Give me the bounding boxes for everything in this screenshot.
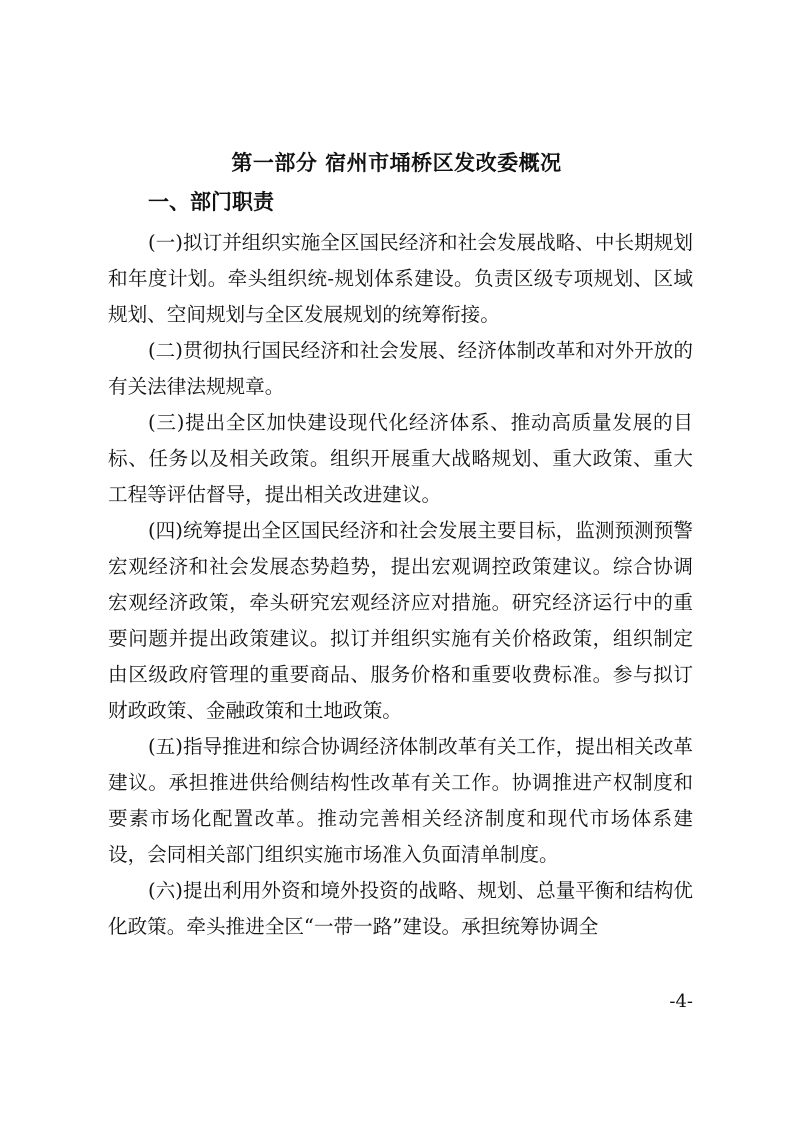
paragraph-2: (二)贯彻执行国民经济和社会发展、经济体制改革和对外开放的有关法律法规规章。 [108, 339, 693, 398]
paragraph-1: (一)拟订并组织实施全区国民经济和社会发展战略、中长期规划和年度计划。牵头组织统-规划体系建设。负责区级专项规划、区域规划、空间规划与全区发展规划的统筹衔接。 [108, 231, 693, 326]
paragraph-4: (四)统筹提出全区国民经济和社会发展主要目标，监测预测预警宏观经济和社会发展态势趋势，提出宏观调控政策建议。综合协调宏观经济政策，牵头研究宏观经济应对措施。研究经济运行中的重要问题并提出政策建议。拟订并组织实施有关价格政策，组织制定由区级政府管理的重要商品、服务价格和重要收费标准。参与拟订财政政策、金融政策和土地政策。 [108, 519, 693, 722]
section-heading: 一、部门职责 [148, 190, 274, 214]
paragraph-6: (六)提出利用外资和境外投资的战略、规划、总量平衡和结构优化政策。牵头推进全区“一带一路”建设。承担统筹协调全 [108, 879, 693, 938]
page-number: -4- [669, 991, 693, 1012]
paragraph-5: (五)指导推进和综合协调经济体制改革有关工作，提出相关改革建议。承担推进供给侧结构性改革有关工作。协调推进产权制度和要素市场化配置改革。推动完善相关经济制度和现代市场体系建设，会同相关部门组织实施市场准入负面清单制度。 [108, 735, 693, 866]
document-body [108, 225, 693, 945]
part-title: 第一部分 宿州市埇桥区发改委概况 [231, 151, 562, 175]
paragraph-3: (三)提出全区加快建设现代化经济体系、推动高质量发展的目标、任务以及相关政策。组织开展重大战略规划、重大政策、重大工程等评估督导，提出相关改进建议。 [108, 411, 693, 506]
